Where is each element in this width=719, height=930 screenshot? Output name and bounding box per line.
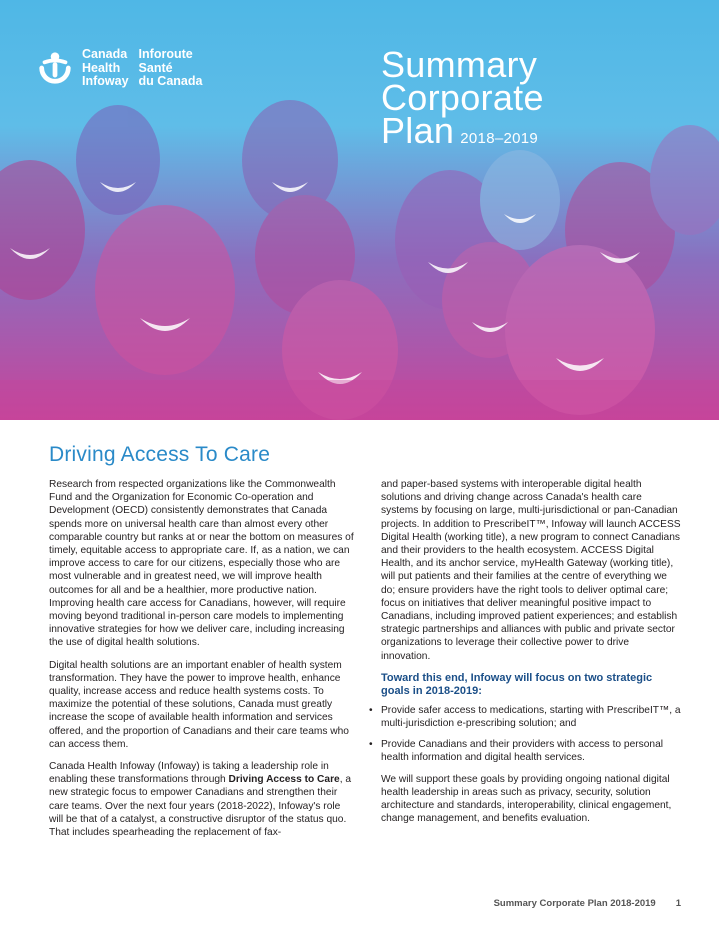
logo-text-english bbox=[82, 48, 129, 89]
logo-text-french bbox=[139, 48, 203, 89]
logo-word: Health bbox=[82, 60, 121, 75]
paragraph-text: , a new strategic focus to empower Canadians and strengthen their care teams. Over the next four years (2018-2022), Infoway's role will be that of a catalyst, a constructive disruptor of the status quo. That includes spearheading the replacement of fax- bbox=[49, 774, 352, 839]
page-footer bbox=[494, 898, 681, 909]
logo-word: du Canada bbox=[138, 74, 203, 88]
section-heading: Driving Access To Care bbox=[49, 443, 271, 466]
title-years: 2018–2019 bbox=[460, 130, 539, 147]
goals-list bbox=[369, 704, 681, 765]
bullet-icon: • bbox=[369, 739, 373, 751]
paragraph: Digital health solutions are an important enabler of health system transformation. They have the power to improve health, enhance quality, increase access and reduce health systems costs. To maximize the potential of these solutions, Canada must greatly increase the scope of available health information and services offered, and the proportion of Canadians and their care teams who can access them. bbox=[49, 659, 349, 750]
infoway-logo-icon bbox=[36, 48, 74, 88]
logo-word: Santé bbox=[138, 60, 173, 75]
paragraph: We will support these goals by providing ongoing national digital health leadership in areas such as privacy, security, solution architecture and standards, interoperability, clinical engagement, change management, and benefits evaluation. bbox=[381, 773, 672, 825]
logo-word: Canada bbox=[82, 47, 128, 61]
paragraph-text: Canada Health Infoway (Infoway) is taking a leadership role in enabling these transformations through bbox=[49, 761, 329, 786]
list-item-text: Provide Canadians and their providers with access to personal health information and digital health services. bbox=[381, 739, 664, 764]
right-column bbox=[369, 478, 681, 834]
title-line: Plan bbox=[381, 110, 455, 151]
bullet-icon: • bbox=[369, 704, 373, 716]
left-column bbox=[49, 478, 357, 848]
title-line: Corporate bbox=[381, 77, 544, 118]
paragraph bbox=[49, 760, 357, 839]
title-line: Summary bbox=[381, 44, 538, 85]
infoway-logo bbox=[36, 48, 202, 89]
list-item bbox=[369, 704, 681, 730]
hero-photo bbox=[0, 0, 719, 420]
footer-label: Summary Corporate Plan 2018-2019 bbox=[493, 898, 656, 909]
paragraph: Research from respected organizations like the Commonwealth Fund and the Organization for Economic Co-operation and Development (OECD) consistently demonstrates that Canada spends more on universal health care than almost every other comparable country but ranks at or near the bottom on measures of timely, equitable access to appropriate care. If, as a nation, we can improve access to care for our citizens, especially those who are most vulnerable and in greatest need, we will improve health outcomes for all and be a healthier, more productive nation. Improving health care access for Canadians, however, will require moving beyond traditional in-person care models to implementing innovative strategies for how we deliver care, including increasing the use of digital health solutions. bbox=[49, 479, 354, 649]
bold-phrase: Driving Access to Care bbox=[228, 774, 340, 786]
document-title bbox=[381, 44, 544, 155]
list-item bbox=[369, 738, 681, 764]
list-item-text: Provide safer access to medications, starting with PrescribeIT™, a multi-jurisdiction e-prescribing solution; and bbox=[381, 704, 681, 730]
page-number: 1 bbox=[675, 898, 681, 909]
paragraph: and paper-based systems with interoperable digital health solutions and driving change across Canada's health care systems by focusing on large, multi-jurisdictional or pan-Canadian projects. In addition to PrescribeIT™, Infoway will launch ACCESS Digital Health (working title), a new program to connect Canadians and their providers to the health ecosystem. ACCESS Digital Health, and its anchor service, myHealth Gateway (working title), will put patients and their families at the centre of everything we do; ensure providers have the right tools to deliver optimal care; focus on initiatives that deliver meaningful positive impact to Canadians, including improved patient experiences; and establish strategic partnerships and alliances with public and private sector organizations to leverage their collective power to drive innovation. bbox=[381, 479, 681, 662]
logo-word: Infoway bbox=[82, 74, 129, 88]
subheading: Toward this end, Infoway will focus on two strategic goals in 2018-2019: bbox=[381, 671, 653, 698]
logo-word: Inforoute bbox=[138, 47, 193, 61]
